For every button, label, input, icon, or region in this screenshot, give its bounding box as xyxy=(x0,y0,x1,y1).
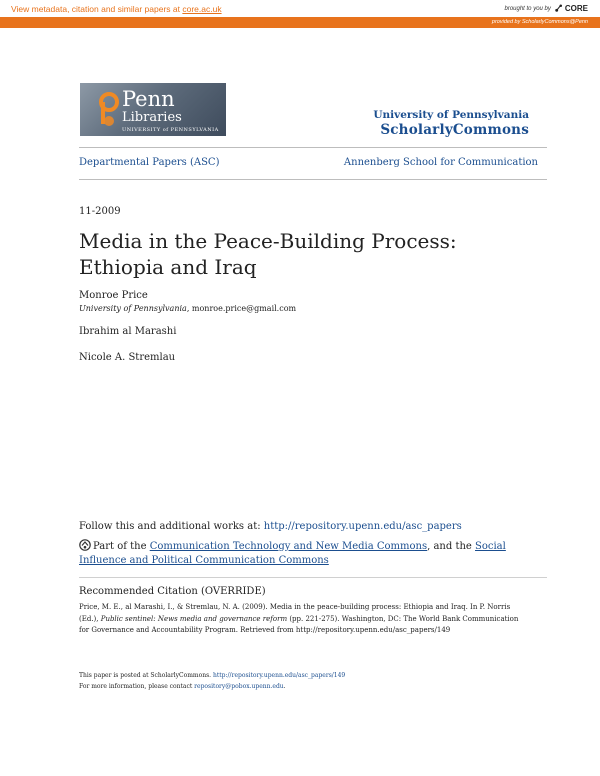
contact-label: For more information, please contact xyxy=(79,683,195,690)
posted-notice xyxy=(79,672,345,679)
repository-link[interactable]: http://repository.upenn.edu/asc_papers xyxy=(263,521,462,532)
follow-label: Follow this and additional works at: xyxy=(79,521,264,532)
posted-label: This paper is posted at ScholarlyCommons. xyxy=(79,672,213,679)
annenberg-school-link[interactable]: Annenberg School for Communication xyxy=(343,157,538,168)
author-name: Nicole A. Stremlau xyxy=(79,352,176,363)
departmental-papers-link[interactable]: Departmental Papers (ASC) xyxy=(79,157,220,168)
core-metadata-label: View metadata, citation and similar papers at xyxy=(11,4,183,14)
citation-heading: Recommended Citation (OVERRIDE) xyxy=(79,586,266,597)
part-of-middle: , and the xyxy=(427,541,476,552)
university-name: University of Pennsylvania xyxy=(373,109,529,121)
core-icon xyxy=(554,4,563,13)
logo-university: UNIVERSITY of PENNSYLVANIA xyxy=(122,127,219,133)
divider-top xyxy=(79,147,547,148)
citation-part1: Price, M. E., al Marashi, I., & Stremlau, N. A. (2009). Media in the peace-building process: Ethiopia and Iraq. In P. Norris (Ed.), xyxy=(79,603,511,623)
core-logo-text: CORE xyxy=(564,4,588,13)
publication-date: 11-2009 xyxy=(79,206,121,217)
author-name: Monroe Price xyxy=(79,290,148,301)
penn-libraries-emblem-icon xyxy=(98,91,120,129)
core-provided-by: provided by ScholarlyCommons@Penn xyxy=(491,19,588,25)
author-affiliation xyxy=(79,304,296,313)
core-logo[interactable] xyxy=(554,4,588,13)
repository-name: ScholarlyCommons xyxy=(380,122,529,138)
logo-title: Penn xyxy=(122,87,175,111)
brought-by-label: brought to you by xyxy=(504,5,551,12)
citation-text xyxy=(79,602,529,637)
follow-works xyxy=(79,521,462,532)
penn-libraries-logo[interactable] xyxy=(80,83,226,136)
scholarly-commons-brand[interactable] xyxy=(373,109,529,139)
citation-divider xyxy=(79,577,547,578)
part-of-prefix: Part of the xyxy=(93,541,150,552)
commons-network-icon xyxy=(79,539,91,551)
contact-notice xyxy=(79,683,286,690)
affiliation-institution: University of Pennsylvania xyxy=(79,304,187,313)
posted-url-link[interactable]: http://repository.upenn.edu/asc_papers/149 xyxy=(212,672,346,679)
core-brought-by xyxy=(505,4,589,13)
affiliation-email[interactable]: , monroe.price@gmail.com xyxy=(186,304,297,313)
citation-part2: (pp. 221-275). Washington, DC: The World Bank Communication for Governance and Accountability Program. Retrieved from http://repository.upenn.edu/asc_papers/149 xyxy=(79,614,519,634)
contact-end: . xyxy=(283,683,286,690)
divider-bottom xyxy=(79,179,547,180)
author-name: Ibrahim al Marashi xyxy=(79,326,177,337)
communication-technology-commons-link[interactable]: Communication Technology and New Media Commons xyxy=(149,541,428,552)
social-influence-commons-link[interactable]: Social Influence and Political Communication Commons xyxy=(79,541,506,566)
core-link[interactable]: core.ac.uk xyxy=(182,4,222,14)
citation-book-title: Public sentinel: News media and governance reform xyxy=(100,614,288,623)
part-of-commons xyxy=(79,539,539,568)
logo-subtitle: Libraries xyxy=(122,110,182,125)
paper-title: Media in the Peace-Building Process: Ethiopia and Iraq xyxy=(79,229,457,279)
contact-email-link[interactable]: repository@pobox.upenn.edu xyxy=(194,683,284,690)
core-metadata-text xyxy=(11,4,222,14)
